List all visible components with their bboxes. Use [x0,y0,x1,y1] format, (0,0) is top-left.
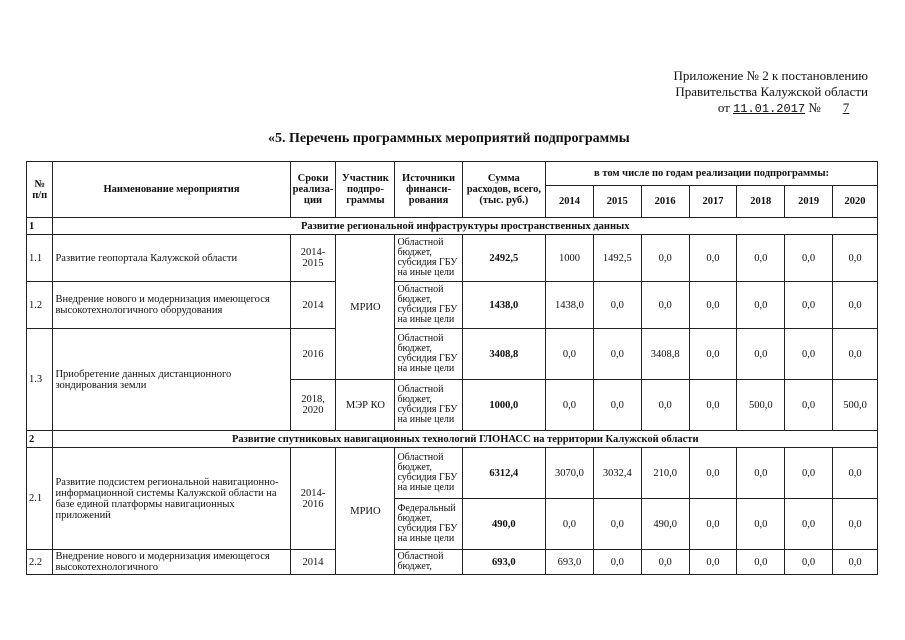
item-num: 1.3 [27,329,53,431]
year-value: 0,0 [737,448,785,499]
number-prefix: № [808,100,821,115]
year-value: 0,0 [689,282,737,329]
item-num: 2.2 [27,550,53,575]
year-value: 0,0 [593,329,641,380]
year-value: 0,0 [833,499,878,550]
header-year: 2019 [785,186,833,218]
program-measures-table [26,161,878,575]
year-value: 0,0 [546,380,594,431]
year-value: 3070,0 [546,448,594,499]
header-participant: Участник подпро-граммы [336,162,395,218]
table-row [27,282,878,329]
table-row [27,329,878,380]
decree-number: 7 [842,100,850,115]
item-sum: 3408,8 [462,329,545,380]
item-terms: 2014-2015 [290,235,336,282]
year-value: 500,0 [737,380,785,431]
appendix-header [628,68,868,117]
year-value: 0,0 [546,499,594,550]
year-value: 0,0 [833,282,878,329]
appendix-line-1: Приложение № 2 к постановлению [673,68,868,83]
item-terms: 2016 [290,329,336,380]
item-name: Развитие подсистем региональной навигационно-информационной системы Калужской области на базе единой платформы навигационных приложений [53,448,290,550]
header-source: Источники финанси-рования [395,162,462,218]
item-num: 2.1 [27,448,53,550]
year-value: 0,0 [689,448,737,499]
item-num: 1.2 [27,282,53,329]
year-value: 0,0 [689,329,737,380]
year-value: 500,0 [833,380,878,431]
header-years-group: в том числе по годам реализации подпрограммы: [546,162,878,186]
year-value: 210,0 [641,448,689,499]
table-row [27,235,878,282]
header-terms: Сроки реализа-ции [290,162,336,218]
year-value: 490,0 [641,499,689,550]
year-value: 0,0 [593,380,641,431]
year-value: 0,0 [833,235,878,282]
appendix-date-line [628,100,868,117]
header-name: Наименование мероприятия [53,162,290,218]
item-sum: 2492,5 [462,235,545,282]
year-value: 1438,0 [546,282,594,329]
year-value: 3032,4 [593,448,641,499]
year-value: 0,0 [546,329,594,380]
table-header-row [27,162,878,186]
section-row [27,431,878,448]
year-value: 0,0 [737,329,785,380]
year-value: 0,0 [689,380,737,431]
year-value: 0,0 [593,282,641,329]
header-year: 2020 [833,186,878,218]
section-num: 2 [27,431,53,448]
year-value: 0,0 [593,499,641,550]
table-row [27,550,878,575]
section-title: Развитие спутниковых навигационных технологий ГЛОНАСС на территории Калужской области [53,431,878,448]
item-name: Внедрение нового и модернизация имеющегося высокотехнологичного [53,550,290,575]
header-year: 2018 [737,186,785,218]
item-source: Областной бюджет, субсидия ГБУ на иные цели [395,329,462,380]
item-sum: 490,0 [462,499,545,550]
year-value: 0,0 [833,448,878,499]
header-year: 2015 [593,186,641,218]
item-terms: 2014 [290,550,336,575]
item-sum: 1000,0 [462,380,545,431]
year-value: 693,0 [546,550,594,575]
year-value: 0,0 [833,550,878,575]
item-source: Областной бюджет, [395,550,462,575]
item-participant: МРИО [336,448,395,575]
item-sum: 1438,0 [462,282,545,329]
year-value: 0,0 [785,499,833,550]
year-value: 3408,8 [641,329,689,380]
decree-date: 11.01.2017 [733,102,806,116]
year-value: 0,0 [593,550,641,575]
header-year: 2017 [689,186,737,218]
year-value: 0,0 [689,550,737,575]
year-value: 0,0 [785,550,833,575]
item-name: Развитие геопортала Калужской области [53,235,290,282]
year-value: 0,0 [737,235,785,282]
year-value: 0,0 [785,448,833,499]
year-value: 0,0 [785,380,833,431]
item-source: Федеральный бюджет, субсидия ГБУ на иные цели [395,499,462,550]
year-value: 0,0 [737,499,785,550]
item-source: Областной бюджет, субсидия ГБУ на иные цели [395,235,462,282]
year-value: 0,0 [641,380,689,431]
header-num: № п/п [27,162,53,218]
appendix-line-2: Правительства Калужской области [675,84,868,99]
year-value: 0,0 [689,499,737,550]
year-value: 1000 [546,235,594,282]
year-value: 0,0 [641,550,689,575]
item-num: 1.1 [27,235,53,282]
header-year: 2014 [546,186,594,218]
year-value: 0,0 [737,282,785,329]
year-value: 0,0 [689,235,737,282]
year-value: 0,0 [785,329,833,380]
item-source: Областной бюджет, субсидия ГБУ на иные цели [395,282,462,329]
year-value: 0,0 [641,235,689,282]
item-source: Областной бюджет, субсидия ГБУ на иные цели [395,448,462,499]
item-name: Приобретение данных дистанционного зондирования земли [53,329,290,431]
item-terms: 2018, 2020 [290,380,336,431]
item-sum: 6312,4 [462,448,545,499]
header-year: 2016 [641,186,689,218]
year-value: 0,0 [785,282,833,329]
header-sum: Сумма расходов, всего, (тыс. руб.) [462,162,545,218]
year-value: 0,0 [833,329,878,380]
section-row [27,218,878,235]
section-num: 1 [27,218,53,235]
item-terms: 2014-2016 [290,448,336,550]
item-participant: МЭР КО [336,380,395,431]
year-value: 0,0 [737,550,785,575]
item-source: Областной бюджет, субсидия ГБУ на иные цели [395,380,462,431]
section-title: Развитие региональной инфраструктуры пространственных данных [53,218,878,235]
year-value: 0,0 [785,235,833,282]
item-terms: 2014 [290,282,336,329]
item-sum: 693,0 [462,550,545,575]
table-row [27,448,878,499]
page-title: «5. Перечень программных мероприятий подпрограммы [268,131,630,146]
item-name: Внедрение нового и модернизация имеющегося высокотехнологичного оборудования [53,282,290,329]
year-value: 1492,5 [593,235,641,282]
item-participant: МРИО [336,235,395,380]
year-value: 0,0 [641,282,689,329]
date-prefix: от [717,100,730,115]
